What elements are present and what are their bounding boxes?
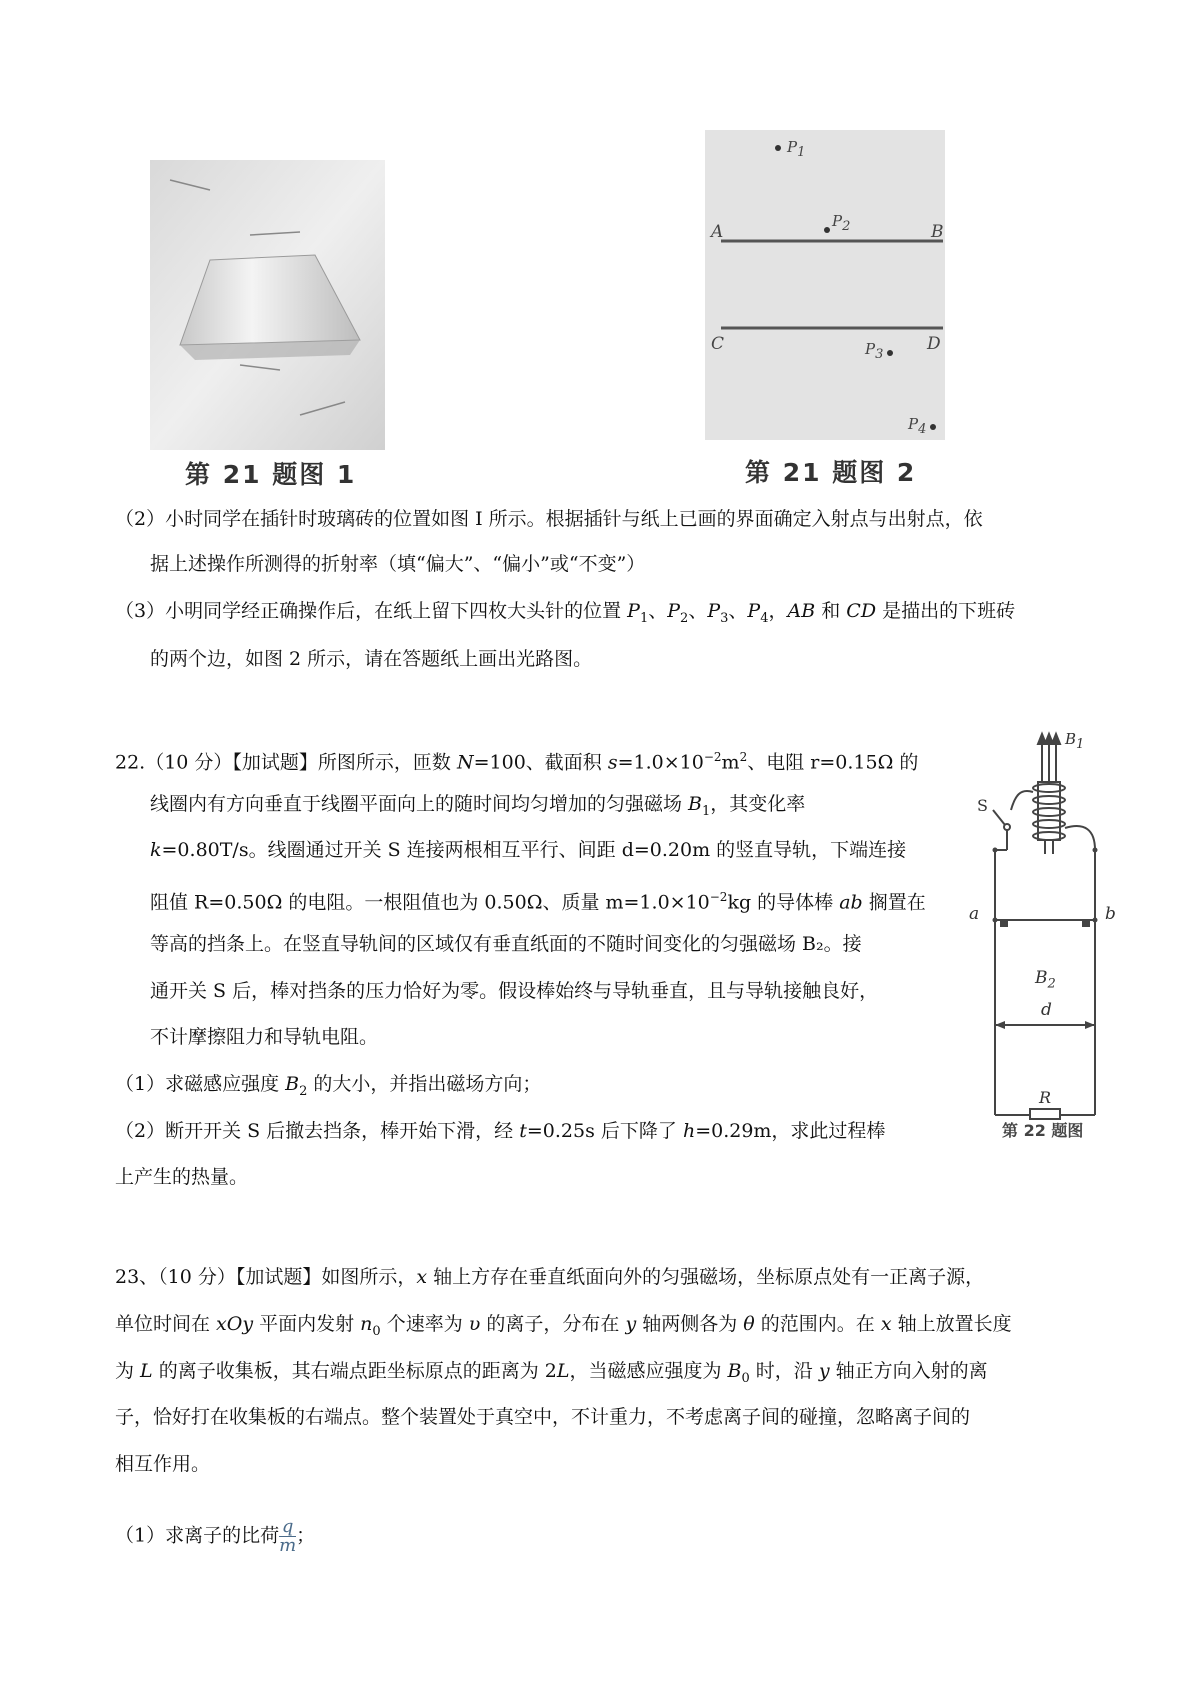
q23-line3: 为 L 的离子收集板，其右端点距坐标原点的距离为 2L，当磁感应强度为 $B_0$ 时，沿 y 轴正方向入射的离 (115, 1360, 988, 1386)
figure-21-1 (150, 160, 385, 450)
q21-part2-line2: 据上述操作所测得的折射率（填“偏大”、“偏小”或“不变”） (150, 553, 646, 575)
q21-part2-line1: （2）小时同学在插针时玻璃砖的位置如图 I 所示。根据插针与纸上已画的界面确定入射点与出射点，依 (115, 508, 983, 530)
charge-mass-ratio: $\frac{q}{m}$ (279, 1516, 297, 1556)
label-b1: $B_1$ (1065, 730, 1085, 752)
figure-22 (969, 730, 1116, 1120)
q22-line4: 阻值 R=0.50Ω 的电阻。一根阻值也为 0.50Ω、质量 $m=1.0\times 10^{-2}kg$ 的导体棒 ab 搁置在 (150, 890, 926, 914)
label-p2: $P_2$ (832, 212, 851, 234)
q23-line2: 单位时间在 xOy 平面内发射 $n_0$ 个速率为 υ 的离子，分布在 y 轴两侧各为 θ 的范围内。在 x 轴上放置长度 (115, 1313, 1012, 1339)
q22-line6: 通开关 S 后，棒对挡条的压力恰好为零。假设棒始终与导轨垂直，且与导轨接触良好， (150, 980, 879, 1002)
q23-line1: 23、（10 分）【加试题】如图所示，x 轴上方存在垂直纸面向外的匀强磁场，坐标原点处有一正离子源， (115, 1266, 985, 1288)
fig21-1-caption: 第 21 题图 1 (185, 460, 357, 489)
label-p3: $P_3$ (865, 340, 884, 362)
label-r: R (1039, 1088, 1052, 1107)
label-a: A (711, 222, 724, 242)
label-b: b (1105, 904, 1116, 924)
light-path-diagram (705, 130, 945, 440)
label-d: d (1041, 1000, 1052, 1020)
q21-part3-line1: （3）小明同学经正确操作后，在纸上留下四枚大头针的位置 $P_1$、$P_2$、$P_3$、$P_4$，AB 和 CD 是描出的下班砖 (115, 600, 1016, 626)
q22-line1: 22.（10 分）【加试题】所图所示，匝数 N=100、截面积 $s=1.0\times 10^{-2}m^2$、电阻 r=0.15Ω 的 (115, 750, 919, 774)
q22-line10: 上产生的热量。 (115, 1166, 249, 1188)
label-p1: $P_1$ (787, 138, 806, 160)
label-d: D (927, 334, 941, 354)
label-c: C (711, 334, 725, 354)
q23-line5: 相互作用。 (115, 1453, 211, 1475)
q22-line7: 不计摩擦阻力和导轨电阻。 (150, 1026, 379, 1048)
q22-line2: 线圈内有方向垂直于线圈平面向上的随时间均匀增加的匀强磁场 $B_1$，其变化率 (150, 793, 806, 819)
q23-line6: （1）求离子的比荷 $\frac{q}{m}$ ； (115, 1516, 316, 1556)
q22-line9: （2）断开开关 S 后撤去挡条，棒开始下滑，经 t=0.25s 后下降了 h=0.29m，求此过程棒 (115, 1120, 886, 1142)
figure-21-2 (705, 130, 945, 440)
label-s: S (977, 796, 988, 815)
q21-part3-line2: 的两个边，如图 2 所示，请在答题纸上画出光路图。 (150, 648, 593, 670)
label-a: a (969, 904, 980, 924)
q23-line4: 子，恰好打在收集板的右端点。整个装置处于真空中，不计重力，不考虑离子间的碰撞，忽略离子间的 (115, 1406, 971, 1428)
fig21-2-caption: 第 21 题图 2 (745, 458, 917, 487)
q22-line3: k=0.80T/s。线圈通过开关 S 连接两根相互平行、间距 d=0.20m 的竖直导轨，下端连接 (150, 839, 907, 861)
q22-line5: 等高的挡条上。在竖直导轨间的区域仅有垂直纸面的不随时间变化的匀强磁场 B₂。接 (150, 933, 862, 955)
glass-brick-photo (150, 160, 385, 450)
label-b2: $B_2$ (1035, 968, 1056, 992)
label-p4: $P_4$ (908, 415, 927, 437)
circuit-diagram (975, 730, 1115, 1120)
fig22-caption: 第 22 题图 (1002, 1121, 1084, 1140)
q22-line8: （1）求磁感应强度 $B_2$ 的大小，并指出磁场方向； (115, 1073, 542, 1099)
label-b: B (931, 222, 944, 242)
